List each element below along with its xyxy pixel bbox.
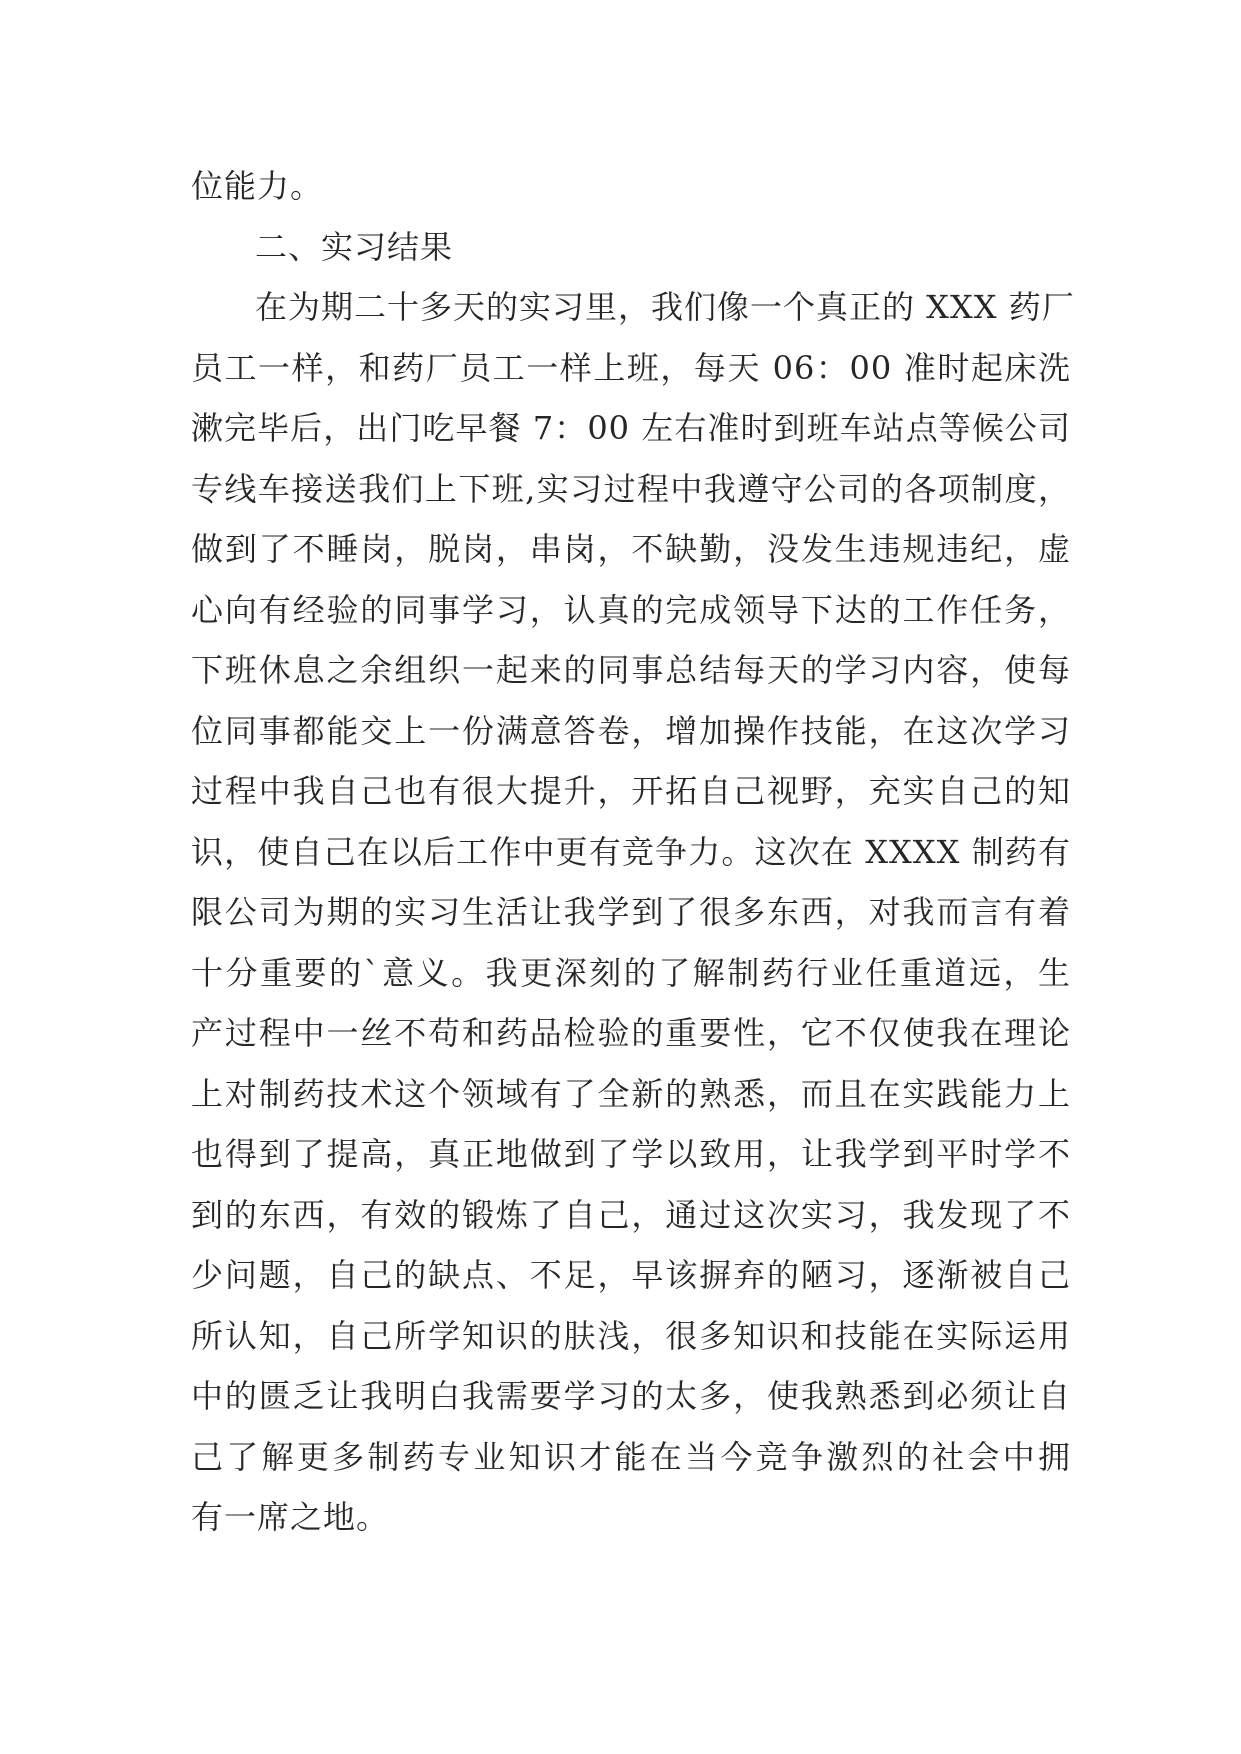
text-line: 也得到了提高，真正地做到了学以致用，让我学到平时学不	[191, 1135, 1071, 1173]
text-line: 做到了不睡岗，脱岗，串岗，不缺勤，没发生违规违纪，虚	[191, 530, 1071, 568]
text-line: 己了解更多制药专业知识才能在当今竞争激烈的社会中拥	[191, 1437, 1071, 1476]
text-line: 中的匮乏让我明白我需要学习的太多，使我熟悉到必须让自	[191, 1377, 1071, 1415]
body-text	[191, 156, 1075, 1548]
text-line: 位同事都能交上一份满意答卷，增加操作技能，在这次学习	[191, 711, 1071, 750]
text-line: 位能力。	[191, 167, 324, 205]
text-line: 员工一样，和药厂员工一样上班，每天 06：00 准时起床洗	[191, 348, 1071, 387]
text-line: 下班休息之余组织一起来的同事总结每天的学习内容，使每	[191, 651, 1071, 689]
text-line: 十分重要的`意义。我更深刻的了解制药行业任重道远，生	[191, 953, 1071, 992]
text-line: 上对制药技术这个领域有了全新的熟悉，而且在实践能力上	[191, 1074, 1071, 1113]
text-line: 到的东西，有效的锻炼了自己，通过这次实习，我发现了不	[191, 1195, 1071, 1234]
text-line: 过程中我自己也有很大提升，开拓自己视野，充实自己的知	[191, 772, 1071, 810]
text-line: 产过程中一丝不苟和药品检验的重要性，它不仅使我在理论	[191, 1014, 1071, 1052]
text-line: 限公司为期的实习生活让我学到了很多东西，对我而言有着	[191, 893, 1071, 931]
text-line: 有一席之地。	[191, 1498, 390, 1536]
text-line: 心向有经验的同事学习，认真的完成领导下达的工作任务，	[191, 590, 1071, 629]
text-line: 在为期二十多天的实习里，我们像一个真正的 XXX 药厂	[255, 288, 1075, 326]
text-line: 少问题，自己的缺点、不足，早该摒弃的陋习，逐渐被自己	[191, 1256, 1071, 1294]
section-heading: 二、实习结果	[255, 227, 454, 266]
text-line: 所认知，自己所学知识的肤浅，很多知识和技能在实际运用	[191, 1316, 1071, 1355]
text-line: 漱完毕后，出门吃早餐 7：00 左右准时到班车站点等候公司	[191, 409, 1071, 447]
text-line: 识，使自己在以后工作中更有竞争力。这次在 XXXX 制药有	[191, 832, 1071, 871]
text-line: 专线车接送我们上下班,实习过程中我遵守公司的各项制度，	[191, 469, 1071, 508]
